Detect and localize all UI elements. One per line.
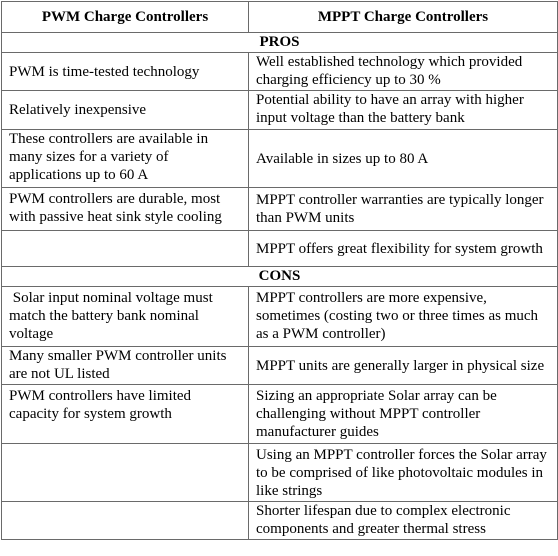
mppt-con-cell: Sizing an appropriate Solar array can be challenging without MPPT controller manufacturer guides [249,385,558,444]
mppt-pro-cell: Potential ability to have an array with higher input voltage than the battery bank [249,91,558,130]
pwm-con-cell: PWM controllers have limited capacity for system growth [2,385,249,444]
pwm-con-cell [2,502,249,540]
pwm-pro-cell [2,231,249,267]
pwm-con-cell: Many smaller PWM controller units are not UL listed [2,347,249,385]
table-row [2,502,558,540]
table-row [2,91,558,130]
mppt-pro-cell: MPPT controller warranties are typically longer than PWM units [249,188,558,231]
mppt-con-cell: MPPT controllers are more expensive, sometimes (costing two or three times as much as a PWM controller) [249,287,558,347]
cons-section-row [2,267,558,287]
pwm-pro-cell: These controllers are available in many sizes for a variety of applications up to 60 A [2,130,249,188]
mppt-con-cell: Using an MPPT controller forces the Solar array to be comprised of like photovoltaic modules in like strings [249,444,558,502]
cons-label: CONS [2,267,558,287]
pros-label: PROS [2,33,558,53]
header-pwm: PWM Charge Controllers [2,2,249,33]
mppt-con-cell: Shorter lifespan due to complex electronic components and greater thermal stress [249,502,558,540]
header-row [2,2,558,33]
mppt-pro-cell: MPPT offers great flexibility for system growth [249,231,558,267]
mppt-con-cell: MPPT units are generally larger in physical size [249,347,558,385]
table-row [2,130,558,188]
pwm-pro-cell: PWM is time-tested technology [2,53,249,91]
table-row [2,287,558,347]
pwm-con-cell [2,444,249,502]
pwm-pro-cell: Relatively inexpensive [2,91,249,130]
table-row [2,347,558,385]
pwm-con-cell: Solar input nominal voltage must match the battery bank nominal voltage [2,287,249,347]
table-row [2,53,558,91]
pwm-pro-cell: PWM controllers are durable, most with passive heat sink style cooling [2,188,249,231]
mppt-pro-cell: Available in sizes up to 80 A [249,130,558,188]
table-row [2,385,558,444]
pros-section-row [2,33,558,53]
table-row [2,188,558,231]
table-row [2,231,558,267]
comparison-table [1,1,558,540]
header-mppt: MPPT Charge Controllers [249,2,558,33]
mppt-pro-cell: Well established technology which provided charging efficiency up to 30 % [249,53,558,91]
table-row [2,444,558,502]
